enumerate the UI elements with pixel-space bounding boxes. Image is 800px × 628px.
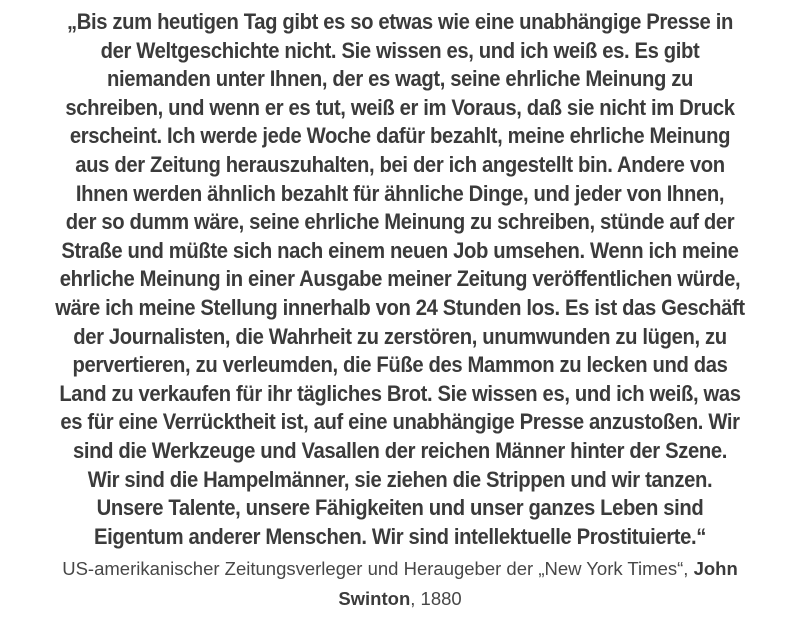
quote-line: wäre ich meine Stellung innerhalb von 24 Stunden los. Es ist das Geschäft <box>55 294 745 320</box>
quote-line: der so dumm wäre, seine ehrliche Meinung zu schreiben, stünde auf der <box>65 209 735 235</box>
quote-line: Straße und müßte sich nach einem neuen Job umsehen. Wenn ich meine <box>61 237 739 263</box>
attribution-line-2 <box>338 588 461 609</box>
quote-line: „Bis zum heutigen Tag gibt es so etwas wie eine unabhängige Presse in <box>67 9 733 34</box>
quote-line: der Journalisten, die Wahrheit zu zerstören, unumwunden zu lügen, zu <box>73 323 727 349</box>
attribution-text-1: US-amerikanischer Zeitungsverleger und Heraugeber der „New York Times“, <box>62 558 694 580</box>
quote-line: der Weltgeschichte nicht. Sie wissen es, und ich weiß es. Es gibt <box>100 37 700 63</box>
attribution-text-2: , 1880 <box>410 588 462 610</box>
quote-line: Land zu verkaufen für ihr tägliches Brot. Sie wissen es, und ich weiß, was <box>59 380 741 406</box>
quote-line: Ihnen werden ähnlich bezahlt für ähnliche Dinge, und jeder von Ihnen, <box>75 180 725 206</box>
quote-line: pervertieren, zu verleumden, die Füße des Mammon zu lecken und das <box>72 352 728 378</box>
attribution <box>0 554 800 614</box>
quote-line: es für eine Verrücktheit ist, auf eine unabhängige Presse anzustoßen. Wir <box>60 409 740 435</box>
quote-line: niemanden unter Ihnen, der es wagt, seine ehrliche Meinung zu <box>106 66 693 92</box>
quote-line: aus der Zeitung herauszuhalten, bei der ich angestellt bin. Andere von <box>75 151 725 177</box>
quote-line: Wir sind die Hampelmänner, sie ziehen die Strippen und wir tanzen. <box>87 466 713 492</box>
attribution-line-1 <box>62 558 738 579</box>
quote-line: Unsere Talente, unsere Fähigkeiten und unser ganzes Leben sind <box>96 495 704 521</box>
quote-line: Eigentum anderer Menschen. Wir sind intellektuelle Prostituierte.“ <box>93 523 707 549</box>
quote-line: erscheint. Ich werde jede Woche dafür bezahlt, meine ehrliche Meinung <box>69 123 731 149</box>
author-last-name: Swinton <box>338 588 411 610</box>
quote-line: schreiben, und wenn er es tut, weiß er im Voraus, daß sie nicht im Druck <box>65 94 735 120</box>
quote-line: sind die Werkzeuge und Vasallen der reichen Männer hinter der Szene. <box>73 437 727 463</box>
quote-block <box>0 8 800 551</box>
quote-line: ehrliche Meinung in einer Ausgabe meiner Zeitung veröffentlichen würde, <box>59 266 741 292</box>
author-first-name: John <box>693 558 738 580</box>
